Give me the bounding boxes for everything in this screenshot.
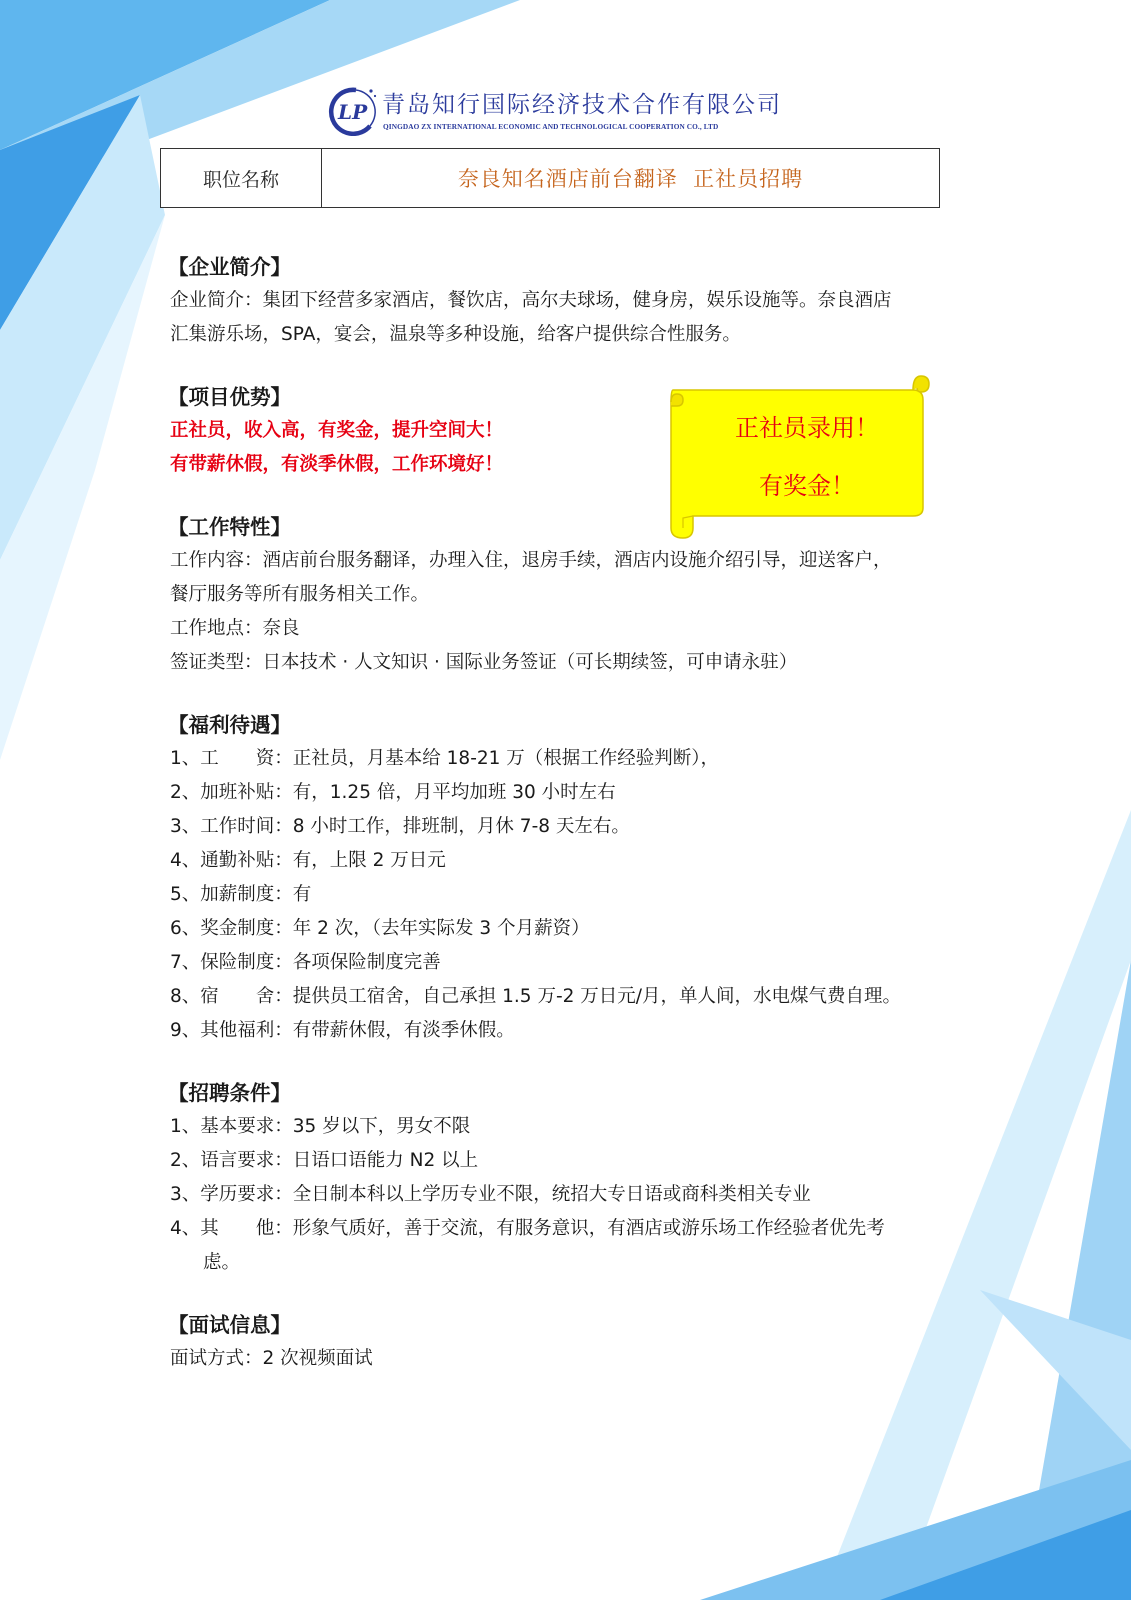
company-name-cn: 青岛知行国际经济技术合作有限公司 [382,92,782,118]
work-line: 餐厅服务等所有服务相关工作。 [170,584,430,605]
requirement-continuation: 虑。 [203,1252,241,1273]
svg-text:LP: LP [338,100,368,124]
advantage-line: 正社员，收入高，有奖金，提升空间大！ [170,420,504,441]
welfare-item: 2、加班补贴：有，1.25 倍，月平均加班 30 小时左右 [170,782,616,803]
company-name-en: QINGDAO ZX INTERNATIONAL ECONOMIC AND TECHNOLOGICAL COOPERATION CO., LTD [383,122,719,131]
intro-line: 汇集游乐场，SPA，宴会，温泉等多种设施，给客户提供综合性服务。 [170,324,741,345]
welfare-item: 3、工作时间：8 小时工作，排班制，月休 7-8 天左右。 [170,816,630,837]
section-title-work: 【工作特性】 [168,515,291,539]
welfare-item: 5、加薪制度：有 [170,884,312,905]
interview-line: 面试方式：2 次视频面试 [170,1348,373,1369]
section-title-requirements: 【招聘条件】 [168,1081,291,1105]
intro-line: 企业简介：集团下经营多家酒店，餐饮店，高尔夫球场，健身房，娱乐设施等。奈良酒店 [170,290,892,311]
position-title-table [160,148,940,208]
welfare-item: 6、奖金制度：年 2 次，（去年实际发 3 个月薪资） [170,918,590,939]
banner-line: 有奖金！ [759,472,855,500]
company-logo-icon [326,84,378,136]
scroll-banner-shape [655,368,930,540]
requirement-item: 2、语言要求：日语口语能力 N2 以上 [170,1150,479,1171]
highlight-scroll-banner [655,368,930,540]
requirement-item: 3、学历要求：全日制本科以上学历专业不限，统招大专日语或商科类相关专业 [170,1184,811,1205]
section-title-advantages: 【项目优势】 [168,385,291,409]
section-title-intro: 【企业简介】 [168,255,291,279]
welfare-item: 4、通勤补贴：有，上限 2 万日元 [170,850,446,871]
section-title-interview: 【面试信息】 [168,1313,291,1337]
company-logo [326,82,796,138]
work-line: 工作内容：酒店前台服务翻译，办理入住，退房手续，酒店内设施介绍引导，迎送客户， [170,550,892,571]
banner-line: 正社员录用！ [735,414,879,442]
section-title-welfare: 【福利待遇】 [168,713,291,737]
work-line: 工作地点：奈良 [170,618,300,639]
advantage-line: 有带薪休假，有淡季休假，工作环境好！ [170,454,504,475]
position-label: 职位名称 [161,149,322,207]
welfare-item: 1、工 资：正社员，月基本给 18-21 万（根据工作经验判断）， [170,748,720,769]
work-line: 签证类型：日本技术 · 人文知识 · 国际业务签证（可长期续签，可申请永驻） [170,652,798,673]
welfare-item: 9、其他福利：有带薪休假，有淡季休假。 [170,1020,515,1041]
requirement-item: 1、基本要求：35 岁以下，男女不限 [170,1116,471,1137]
requirement-item: 4、其 他：形象气质好，善于交流，有服务意识，有酒店或游乐场工作经验者优先考 [170,1218,885,1239]
welfare-item: 7、保险制度：各项保险制度完善 [170,952,441,973]
position-value: 奈良知名酒店前台翻译 正社员招聘 [457,167,804,191]
welfare-item: 8、宿 舍：提供员工宿舍，自己承担 1.5 万-2 万日元/月，单人间，水电煤气费自理。 [170,986,902,1007]
